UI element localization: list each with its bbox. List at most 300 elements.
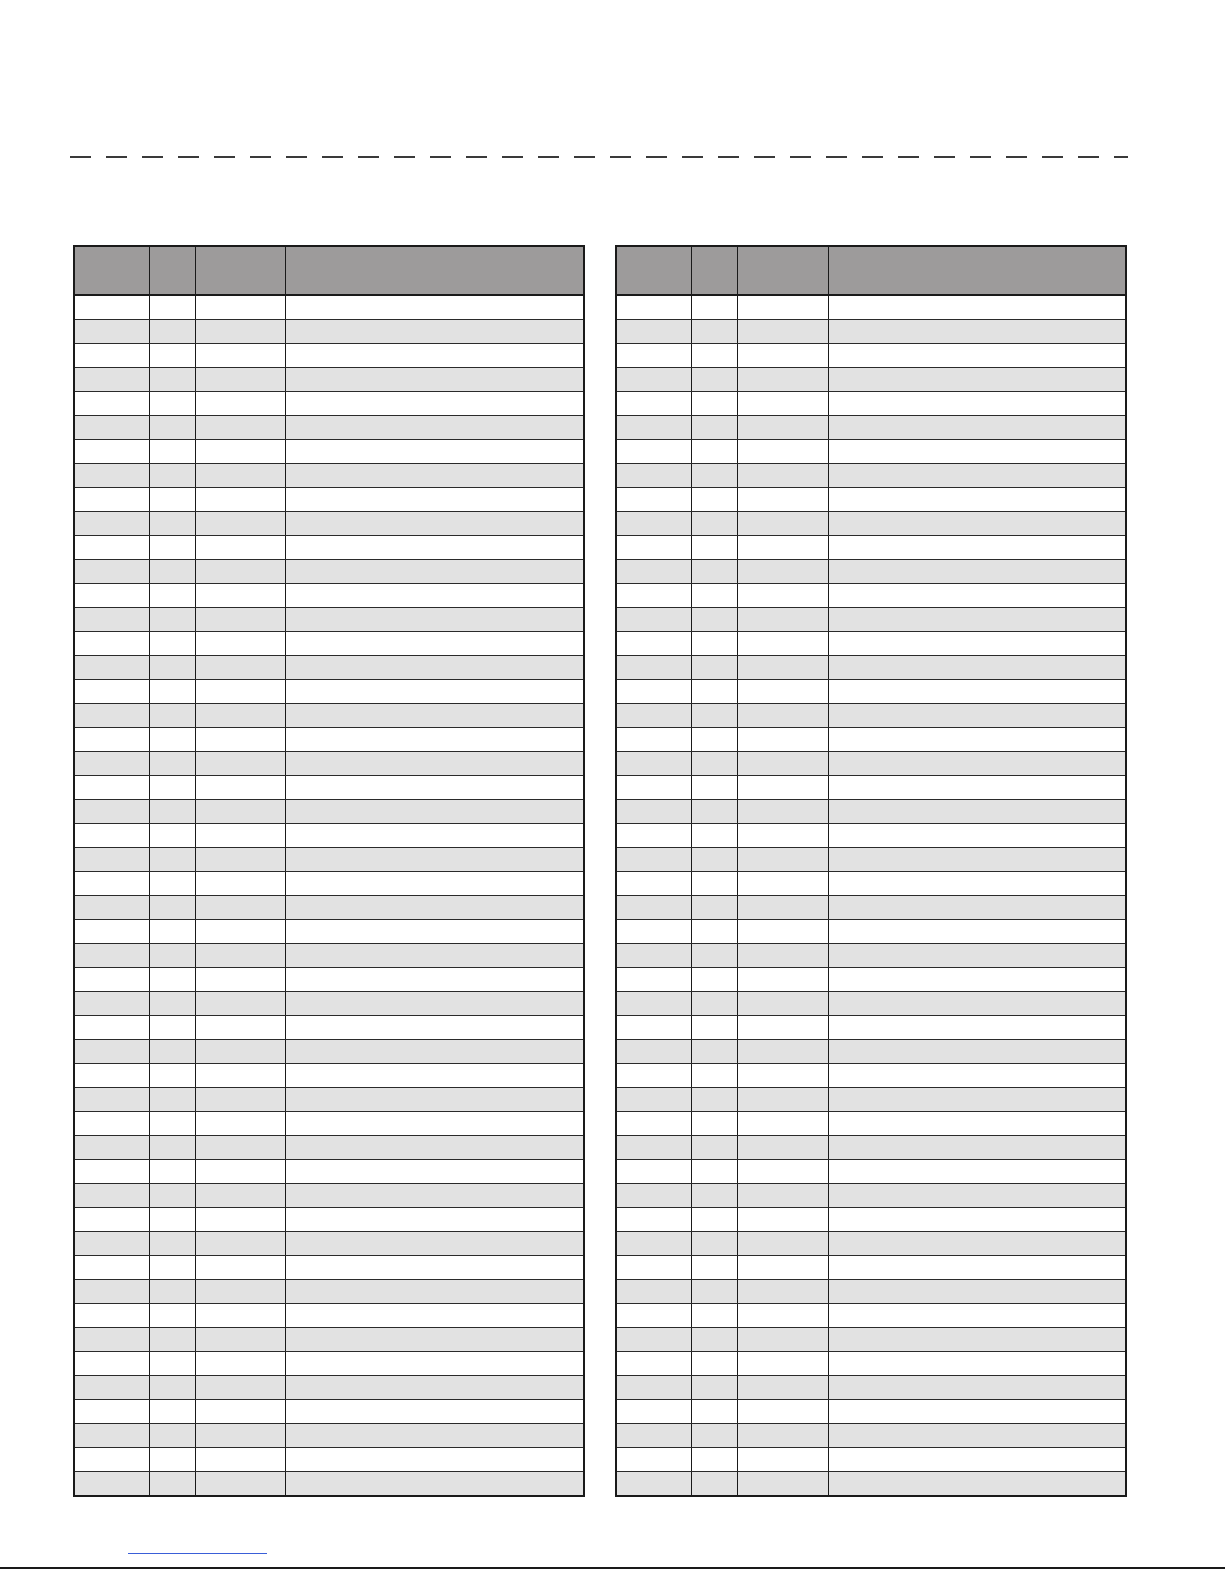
table-cell[interactable] (616, 1040, 691, 1064)
table-cell[interactable] (616, 1088, 691, 1112)
table-cell[interactable] (195, 920, 285, 944)
table-cell[interactable] (828, 824, 1126, 848)
table-cell[interactable] (285, 1136, 584, 1160)
table-cell[interactable] (74, 295, 149, 320)
table-cell[interactable] (285, 704, 584, 728)
table-cell[interactable] (149, 776, 195, 800)
table-cell[interactable] (74, 608, 149, 632)
table-cell[interactable] (74, 968, 149, 992)
table-cell[interactable] (195, 824, 285, 848)
table-cell[interactable] (737, 392, 828, 416)
table-cell[interactable] (285, 1112, 584, 1136)
table-cell[interactable] (616, 368, 691, 392)
table-cell[interactable] (691, 536, 737, 560)
table-cell[interactable] (691, 896, 737, 920)
table-cell[interactable] (828, 1280, 1126, 1304)
table-cell[interactable] (285, 1400, 584, 1424)
table-cell[interactable] (691, 488, 737, 512)
table-cell[interactable] (74, 944, 149, 968)
table-cell[interactable] (74, 992, 149, 1016)
table-cell[interactable] (737, 368, 828, 392)
table-cell[interactable] (149, 1208, 195, 1232)
table-cell[interactable] (195, 1184, 285, 1208)
table-cell[interactable] (74, 1352, 149, 1376)
table-cell[interactable] (737, 536, 828, 560)
table-cell[interactable] (691, 560, 737, 584)
table-cell[interactable] (828, 536, 1126, 560)
table-cell[interactable] (616, 656, 691, 680)
table-cell[interactable] (149, 632, 195, 656)
table-cell[interactable] (74, 560, 149, 584)
table-cell[interactable] (691, 680, 737, 704)
table-cell[interactable] (691, 632, 737, 656)
table-cell[interactable] (737, 1232, 828, 1256)
table-cell[interactable] (149, 1016, 195, 1040)
table-cell[interactable] (616, 848, 691, 872)
table-cell[interactable] (195, 872, 285, 896)
table-cell[interactable] (285, 512, 584, 536)
table-cell[interactable] (691, 800, 737, 824)
table-cell[interactable] (691, 1304, 737, 1328)
table-cell[interactable] (285, 848, 584, 872)
table-cell[interactable] (828, 1472, 1126, 1497)
table-cell[interactable] (737, 656, 828, 680)
table-cell[interactable] (195, 1088, 285, 1112)
table-cell[interactable] (828, 944, 1126, 968)
table-cell[interactable] (74, 1256, 149, 1280)
table-cell[interactable] (285, 656, 584, 680)
table-cell[interactable] (828, 440, 1126, 464)
table-cell[interactable] (616, 704, 691, 728)
table-cell[interactable] (149, 368, 195, 392)
table-cell[interactable] (737, 488, 828, 512)
table-cell[interactable] (737, 560, 828, 584)
table-cell[interactable] (616, 392, 691, 416)
table-cell[interactable] (828, 1352, 1126, 1376)
table-cell[interactable] (285, 824, 584, 848)
table-cell[interactable] (149, 872, 195, 896)
table-cell[interactable] (616, 1136, 691, 1160)
table-cell[interactable] (74, 1016, 149, 1040)
table-cell[interactable] (195, 656, 285, 680)
table-cell[interactable] (195, 608, 285, 632)
table-cell[interactable] (828, 680, 1126, 704)
table-cell[interactable] (737, 944, 828, 968)
table-cell[interactable] (828, 295, 1126, 320)
table-cell[interactable] (616, 320, 691, 344)
table-cell[interactable] (74, 1232, 149, 1256)
table-cell[interactable] (737, 295, 828, 320)
table-cell[interactable] (616, 872, 691, 896)
table-cell[interactable] (74, 728, 149, 752)
table-cell[interactable] (691, 416, 737, 440)
table-cell[interactable] (74, 632, 149, 656)
table-cell[interactable] (737, 1328, 828, 1352)
table-cell[interactable] (616, 728, 691, 752)
table-cell[interactable] (691, 1448, 737, 1472)
table-cell[interactable] (691, 1040, 737, 1064)
table-cell[interactable] (285, 440, 584, 464)
table-cell[interactable] (195, 1472, 285, 1497)
table-cell[interactable] (149, 1112, 195, 1136)
table-cell[interactable] (74, 1088, 149, 1112)
table-cell[interactable] (616, 440, 691, 464)
table-cell[interactable] (285, 1304, 584, 1328)
table-cell[interactable] (149, 800, 195, 824)
table-cell[interactable] (149, 656, 195, 680)
table-cell[interactable] (737, 776, 828, 800)
table-cell[interactable] (616, 680, 691, 704)
table-cell[interactable] (737, 968, 828, 992)
table-cell[interactable] (149, 416, 195, 440)
table-cell[interactable] (74, 1304, 149, 1328)
table-cell[interactable] (195, 632, 285, 656)
table-cell[interactable] (691, 1136, 737, 1160)
table-cell[interactable] (195, 1112, 285, 1136)
table-cell[interactable] (149, 1328, 195, 1352)
table-cell[interactable] (285, 920, 584, 944)
table-cell[interactable] (149, 320, 195, 344)
table-cell[interactable] (74, 320, 149, 344)
table-cell[interactable] (828, 1376, 1126, 1400)
table-cell[interactable] (616, 1448, 691, 1472)
table-cell[interactable] (195, 1208, 285, 1232)
table-cell[interactable] (691, 440, 737, 464)
table-cell[interactable] (285, 295, 584, 320)
table-cell[interactable] (285, 1352, 584, 1376)
table-cell[interactable] (691, 1352, 737, 1376)
table-cell[interactable] (828, 1112, 1126, 1136)
table-cell[interactable] (737, 344, 828, 368)
table-cell[interactable] (616, 536, 691, 560)
table-cell[interactable] (149, 944, 195, 968)
table-cell[interactable] (285, 1232, 584, 1256)
table-cell[interactable] (616, 608, 691, 632)
table-cell[interactable] (616, 1232, 691, 1256)
table-cell[interactable] (616, 560, 691, 584)
table-cell[interactable] (195, 344, 285, 368)
table-cell[interactable] (828, 1016, 1126, 1040)
table-cell[interactable] (195, 440, 285, 464)
table-cell[interactable] (195, 320, 285, 344)
table-cell[interactable] (74, 488, 149, 512)
table-cell[interactable] (737, 800, 828, 824)
table-cell[interactable] (149, 1304, 195, 1328)
table-cell[interactable] (285, 1328, 584, 1352)
table-cell[interactable] (616, 1064, 691, 1088)
table-cell[interactable] (737, 1424, 828, 1448)
table-cell[interactable] (737, 848, 828, 872)
table-cell[interactable] (691, 824, 737, 848)
table-cell[interactable] (616, 584, 691, 608)
table-cell[interactable] (74, 1448, 149, 1472)
table-cell[interactable] (74, 1184, 149, 1208)
table-cell[interactable] (616, 1280, 691, 1304)
table-cell[interactable] (195, 1160, 285, 1184)
table-cell[interactable] (149, 608, 195, 632)
table-cell[interactable] (828, 1232, 1126, 1256)
table-cell[interactable] (616, 488, 691, 512)
table-cell[interactable] (828, 1328, 1126, 1352)
table-cell[interactable] (195, 1400, 285, 1424)
table-cell[interactable] (74, 872, 149, 896)
table-cell[interactable] (737, 1448, 828, 1472)
table-cell[interactable] (616, 968, 691, 992)
table-cell[interactable] (195, 1352, 285, 1376)
table-cell[interactable] (285, 968, 584, 992)
table-cell[interactable] (74, 536, 149, 560)
table-cell[interactable] (616, 776, 691, 800)
table-cell[interactable] (691, 752, 737, 776)
table-cell[interactable] (737, 752, 828, 776)
table-cell[interactable] (691, 872, 737, 896)
table-cell[interactable] (737, 728, 828, 752)
table-cell[interactable] (616, 752, 691, 776)
table-cell[interactable] (737, 1256, 828, 1280)
table-cell[interactable] (828, 1256, 1126, 1280)
table-cell[interactable] (74, 776, 149, 800)
table-cell[interactable] (828, 728, 1126, 752)
table-cell[interactable] (616, 800, 691, 824)
table-cell[interactable] (285, 944, 584, 968)
table-cell[interactable] (149, 896, 195, 920)
table-cell[interactable] (737, 920, 828, 944)
table-cell[interactable] (616, 920, 691, 944)
table-cell[interactable] (828, 704, 1126, 728)
table-cell[interactable] (149, 920, 195, 944)
table-cell[interactable] (285, 1208, 584, 1232)
table-cell[interactable] (149, 1064, 195, 1088)
table-cell[interactable] (691, 1424, 737, 1448)
table-cell[interactable] (149, 560, 195, 584)
table-cell[interactable] (285, 1064, 584, 1088)
table-cell[interactable] (691, 1280, 737, 1304)
table-cell[interactable] (828, 1208, 1126, 1232)
table-cell[interactable] (149, 1256, 195, 1280)
table-cell[interactable] (616, 416, 691, 440)
table-cell[interactable] (74, 896, 149, 920)
table-cell[interactable] (74, 344, 149, 368)
table-cell[interactable] (195, 560, 285, 584)
table-cell[interactable] (285, 488, 584, 512)
table-cell[interactable] (195, 1256, 285, 1280)
table-cell[interactable] (195, 800, 285, 824)
table-cell[interactable] (737, 1184, 828, 1208)
table-cell[interactable] (195, 728, 285, 752)
table-cell[interactable] (691, 392, 737, 416)
table-cell[interactable] (149, 464, 195, 488)
table-cell[interactable] (616, 992, 691, 1016)
table-cell[interactable] (616, 632, 691, 656)
table-cell[interactable] (74, 416, 149, 440)
table-cell[interactable] (195, 848, 285, 872)
table-cell[interactable] (828, 992, 1126, 1016)
table-cell[interactable] (737, 1136, 828, 1160)
table-cell[interactable] (737, 1112, 828, 1136)
table-cell[interactable] (616, 1160, 691, 1184)
table-cell[interactable] (149, 1280, 195, 1304)
table-cell[interactable] (691, 1328, 737, 1352)
table-cell[interactable] (737, 1472, 828, 1497)
table-cell[interactable] (691, 944, 737, 968)
table-cell[interactable] (74, 392, 149, 416)
table-cell[interactable] (285, 416, 584, 440)
table-cell[interactable] (74, 1424, 149, 1448)
table-cell[interactable] (74, 464, 149, 488)
table-cell[interactable] (74, 512, 149, 536)
table-cell[interactable] (737, 1064, 828, 1088)
table-cell[interactable] (616, 464, 691, 488)
table-cell[interactable] (691, 1016, 737, 1040)
table-cell[interactable] (285, 632, 584, 656)
table-cell[interactable] (195, 368, 285, 392)
table-cell[interactable] (737, 1376, 828, 1400)
table-cell[interactable] (285, 1472, 584, 1497)
table-cell[interactable] (828, 1184, 1126, 1208)
table-cell[interactable] (195, 1304, 285, 1328)
table-cell[interactable] (74, 1208, 149, 1232)
table-cell[interactable] (828, 1424, 1126, 1448)
table-cell[interactable] (828, 584, 1126, 608)
table-cell[interactable] (691, 1232, 737, 1256)
table-cell[interactable] (285, 464, 584, 488)
table-cell[interactable] (616, 295, 691, 320)
table-cell[interactable] (285, 752, 584, 776)
table-cell[interactable] (691, 1256, 737, 1280)
table-cell[interactable] (828, 368, 1126, 392)
table-cell[interactable] (149, 1040, 195, 1064)
table-cell[interactable] (691, 920, 737, 944)
table-cell[interactable] (828, 632, 1126, 656)
table-cell[interactable] (149, 1352, 195, 1376)
table-cell[interactable] (828, 752, 1126, 776)
table-cell[interactable] (74, 1112, 149, 1136)
table-cell[interactable] (285, 368, 584, 392)
table-cell[interactable] (285, 1016, 584, 1040)
table-cell[interactable] (691, 1184, 737, 1208)
table-cell[interactable] (149, 295, 195, 320)
table-cell[interactable] (74, 752, 149, 776)
table-cell[interactable] (285, 1424, 584, 1448)
table-cell[interactable] (828, 464, 1126, 488)
table-cell[interactable] (74, 1040, 149, 1064)
table-cell[interactable] (737, 896, 828, 920)
table-cell[interactable] (737, 872, 828, 896)
table-cell[interactable] (74, 656, 149, 680)
table-cell[interactable] (737, 1400, 828, 1424)
table-cell[interactable] (691, 1376, 737, 1400)
table-cell[interactable] (195, 1136, 285, 1160)
table-cell[interactable] (828, 1400, 1126, 1424)
table-cell[interactable] (691, 1160, 737, 1184)
table-cell[interactable] (828, 1040, 1126, 1064)
table-cell[interactable] (616, 1016, 691, 1040)
table-cell[interactable] (737, 1280, 828, 1304)
table-cell[interactable] (616, 896, 691, 920)
table-cell[interactable] (74, 920, 149, 944)
table-cell[interactable] (616, 1112, 691, 1136)
table-cell[interactable] (195, 776, 285, 800)
table-cell[interactable] (149, 344, 195, 368)
table-cell[interactable] (616, 1352, 691, 1376)
table-cell[interactable] (195, 295, 285, 320)
table-cell[interactable] (285, 344, 584, 368)
table-cell[interactable] (195, 752, 285, 776)
table-cell[interactable] (74, 1280, 149, 1304)
table-cell[interactable] (828, 560, 1126, 584)
table-cell[interactable] (195, 1040, 285, 1064)
table-cell[interactable] (691, 368, 737, 392)
table-cell[interactable] (737, 416, 828, 440)
table-cell[interactable] (149, 1376, 195, 1400)
table-cell[interactable] (691, 968, 737, 992)
table-cell[interactable] (74, 704, 149, 728)
table-cell[interactable] (828, 416, 1126, 440)
table-cell[interactable] (737, 440, 828, 464)
table-cell[interactable] (828, 920, 1126, 944)
table-cell[interactable] (149, 536, 195, 560)
table-cell[interactable] (74, 800, 149, 824)
table-cell[interactable] (285, 560, 584, 584)
table-cell[interactable] (828, 896, 1126, 920)
table-cell[interactable] (74, 1064, 149, 1088)
table-cell[interactable] (691, 1472, 737, 1497)
table-cell[interactable] (828, 488, 1126, 512)
table-cell[interactable] (149, 1400, 195, 1424)
table-cell[interactable] (149, 392, 195, 416)
table-cell[interactable] (828, 968, 1126, 992)
table-cell[interactable] (149, 728, 195, 752)
table-cell[interactable] (285, 800, 584, 824)
table-cell[interactable] (691, 992, 737, 1016)
table-cell[interactable] (285, 1280, 584, 1304)
table-cell[interactable] (149, 1232, 195, 1256)
table-cell[interactable] (285, 680, 584, 704)
table-cell[interactable] (195, 1016, 285, 1040)
table-cell[interactable] (691, 584, 737, 608)
table-cell[interactable] (195, 416, 285, 440)
table-cell[interactable] (285, 1160, 584, 1184)
table-cell[interactable] (285, 1376, 584, 1400)
table-cell[interactable] (195, 680, 285, 704)
table-cell[interactable] (149, 1448, 195, 1472)
table-cell[interactable] (149, 680, 195, 704)
table-cell[interactable] (691, 704, 737, 728)
table-cell[interactable] (285, 992, 584, 1016)
table-cell[interactable] (691, 1088, 737, 1112)
table-cell[interactable] (74, 824, 149, 848)
table-cell[interactable] (195, 992, 285, 1016)
table-cell[interactable] (616, 512, 691, 536)
table-cell[interactable] (74, 1160, 149, 1184)
table-cell[interactable] (691, 608, 737, 632)
table-cell[interactable] (691, 512, 737, 536)
table-cell[interactable] (74, 584, 149, 608)
table-cell[interactable] (616, 1424, 691, 1448)
table-cell[interactable] (828, 344, 1126, 368)
table-cell[interactable] (828, 1448, 1126, 1472)
table-cell[interactable] (285, 1256, 584, 1280)
table-cell[interactable] (737, 1040, 828, 1064)
table-cell[interactable] (691, 728, 737, 752)
table-cell[interactable] (195, 704, 285, 728)
table-cell[interactable] (616, 344, 691, 368)
table-cell[interactable] (149, 1184, 195, 1208)
table-cell[interactable] (737, 1016, 828, 1040)
table-cell[interactable] (74, 1328, 149, 1352)
table-cell[interactable] (195, 1280, 285, 1304)
table-cell[interactable] (737, 608, 828, 632)
